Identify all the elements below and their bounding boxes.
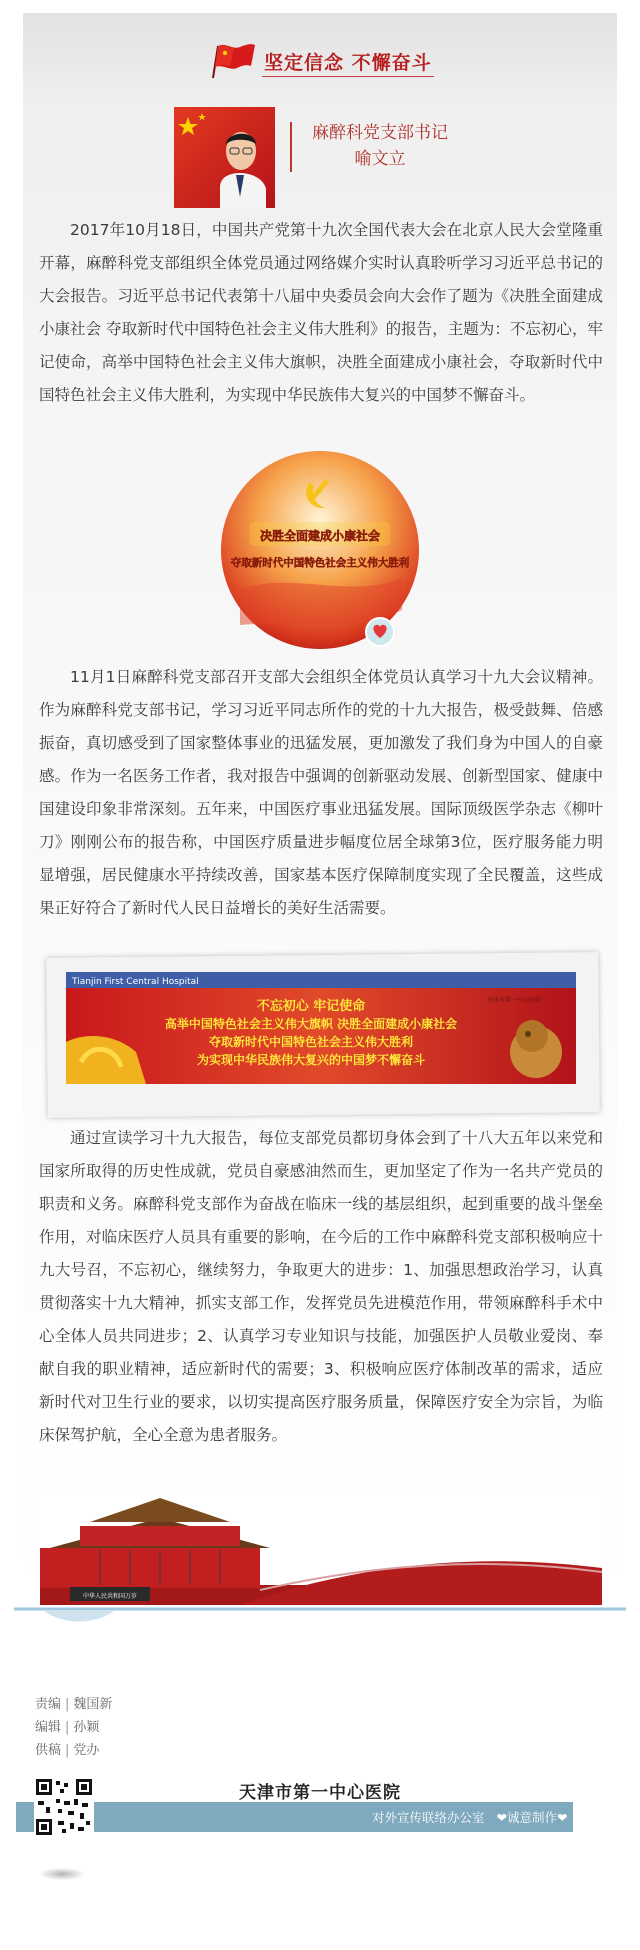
- author-role: 麻醉科党支部书记: [312, 123, 448, 143]
- footer-producer: ❤诚意制作❤: [496, 1810, 568, 1825]
- author-portrait: [174, 107, 275, 208]
- medallion-line-1: 决胜全面建成小康社会: [259, 529, 381, 543]
- page-title: 坚定信念 不懈奋斗: [264, 52, 432, 74]
- banner-line-4: 为实现中华民族伟大复兴的中国梦不懈奋斗: [196, 1053, 426, 1067]
- footer-hospital-name: 天津市第一中心医院: [239, 1783, 401, 1803]
- nineteenth-congress-medallion: [220, 450, 420, 650]
- banner-line-3: 夺取新时代中国特色社会主义伟大胜利: [208, 1035, 414, 1049]
- medallion-line-2: 夺取新时代中国特色社会主义伟大胜利: [230, 557, 410, 569]
- party-flag-icon: [210, 42, 258, 80]
- footer-office-name: 对外宣传联络办公室: [372, 1810, 485, 1825]
- party-slogan-banner: [66, 972, 576, 1084]
- article-header: [0, 42, 640, 82]
- banner-hospital-en: Tianjin First Central Hospital: [72, 977, 199, 987]
- author-info: [300, 120, 460, 172]
- author-divider: [290, 122, 292, 172]
- credit-editor: 编辑 | 孙颖: [35, 1720, 100, 1735]
- article-paragraph-1: 2017年10月18日，中国共产党第十九次全国代表大会在北京人民大会堂隆重开幕，麻醉科党支部组织全体党员通过网络媒介实时认真聆听学习习近平总书记的大会报告。习近平总书记代表第十八届中央委员会向大会作了题为《决胜全面建成小康社会 夺取新时代中国特色社会主义伟大胜利》的报告，主题为：不忘初心，牢记使命，高举中国特色社会主义伟大旗帜，决胜全面建成小康社会，夺取新时代中国特色社会主义伟大胜利，为实现中华民族伟大复兴的中国梦不懈奋斗。: [39, 221, 603, 404]
- decorative-shadow: [40, 1868, 84, 1880]
- credits-block: [35, 1693, 112, 1762]
- tiananmen-image: [40, 1490, 602, 1605]
- article-paragraph-3: 通过宣读学习十九大报告，每位支部党员都切身体会到了十八大五年以来党和国家所取得的历史性成就，党员自豪感油然而生，更加坚定了作为一名共产党员的职责和义务。麻醉科党支部作为奋战在临床一线的基层组织，起到重要的战斗堡垒作用，对临床医疗人员具有重要的影响，在今后的工作中麻醉科党支部积极响应十九大号召，不忘初心，继续努力，争取更大的进步：1、加强思想政治学习，认真贯彻落实十九大精神，抓实支部工作，发挥党员先进模范作用，带领麻醉科手术中心全体人员共同进步；2、认真学习专业知识与技能，加强医护人员敬业爱岗、奉献自我的职业精神，适应新时代的需要；3、积极响应医疗体制改革的需求，适应新时代对卫生行业的要求，以切实提高医疗服务质量，保障医疗安全为宗旨，为临床保驾护航，全心全意为患者服务。: [39, 1129, 603, 1444]
- credit-editor-in-charge: 责编 | 魏国新: [35, 1697, 113, 1712]
- credit-contributor: 供稿 | 党办: [35, 1743, 100, 1758]
- decorative-wave: [14, 1605, 626, 1635]
- title-underline: [262, 76, 434, 77]
- gate-plaque: 中华人民共和国万岁: [82, 1593, 138, 1600]
- banner-line-1: 不忘初心 牢记使命: [256, 999, 366, 1014]
- banner-line-2: 高举中国特色社会主义伟大旗帜 决胜全面建成小康社会: [164, 1017, 458, 1031]
- author-name: 喻文立: [354, 149, 406, 169]
- footer-office: [372, 1808, 567, 1826]
- banner-logo-text: 天津市第一中心医院: [486, 997, 542, 1004]
- article-paragraph-2: 11月1日麻醉科党支部召开支部大会组织全体党员认真学习十九大会议精神。作为麻醉科党支部书记，学习习近平同志所作的党的十九大报告，极受鼓舞、倍感振奋，真切感受到了国家整体事业的迅猛发展，更加激发了我们身为中国人的自豪感。作为一名医务工作者，我对报告中强调的创新驱动发展、创新型国家、健康中国建设印象非常深刻。五年来，中国医疗事业迅猛发展。国际顶级医学杂志《柳叶刀》刚刚公布的报告称，中国医疗质量进步幅度位居全球第3位，医疗服务能力明显增强，居民健康水平持续改善，国家基本医疗保障制度实现了全民覆盖，这些成果正好符合了新时代人民日益增长的美好生活需要。: [39, 668, 603, 917]
- qr-code-icon[interactable]: [34, 1777, 94, 1837]
